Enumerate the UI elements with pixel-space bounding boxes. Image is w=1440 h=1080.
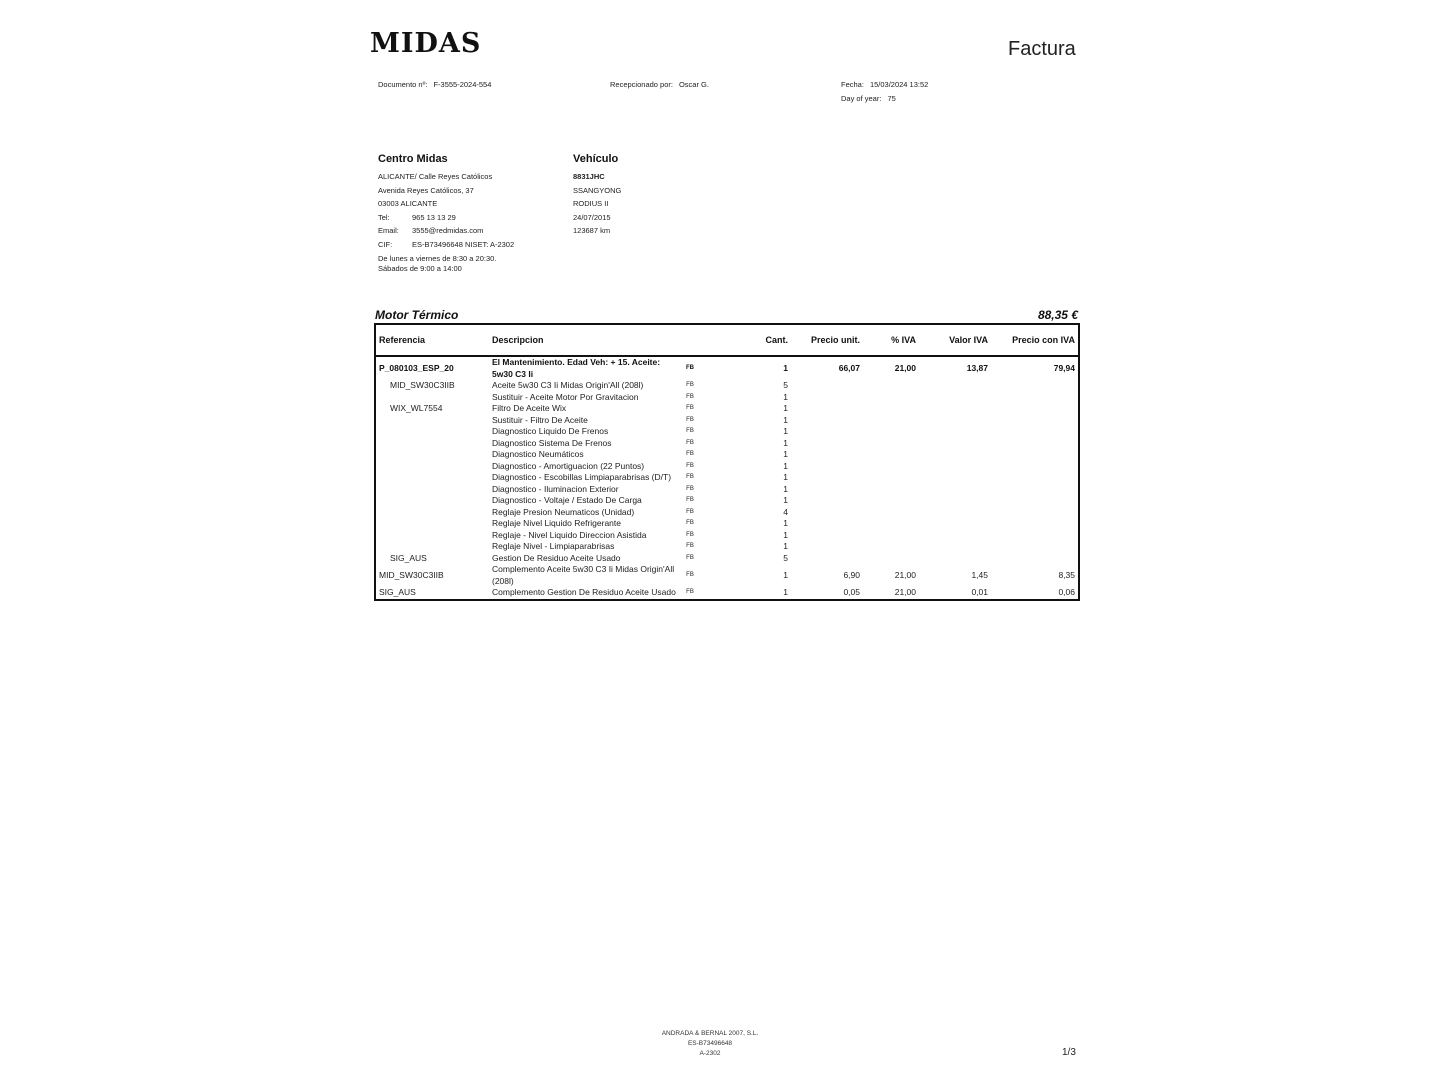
- header-iva-pct: % IVA: [863, 325, 919, 356]
- documento-value: F-3555-2024-554: [433, 80, 492, 89]
- cell-iva-pct: [863, 461, 919, 473]
- table-row: [376, 564, 1078, 587]
- cell-precio-con-iva: [991, 507, 1078, 519]
- cell-valor-iva: [919, 507, 991, 519]
- table-row: [376, 507, 1078, 519]
- cell-tag: FB: [686, 393, 694, 400]
- table-row: [376, 392, 1078, 404]
- table-row: [376, 380, 1078, 392]
- cell-precio-unit: [791, 449, 863, 461]
- table-row: [376, 518, 1078, 530]
- fecha-label: Fecha:: [841, 80, 864, 89]
- tel-label: Tel:: [378, 212, 390, 222]
- cell-tag: FB: [686, 571, 694, 578]
- centro-tel: [378, 213, 558, 227]
- cell-iva-pct: 21,00: [894, 362, 916, 373]
- table-row: [376, 461, 1078, 473]
- cell-referencia: [376, 392, 489, 404]
- centro-address-3: 03003 ALICANTE: [378, 199, 438, 209]
- table-row: [376, 356, 1078, 380]
- cell-cantidad: 1: [783, 391, 788, 402]
- document-title: Factura: [1008, 38, 1076, 60]
- cell-precio-con-iva: 0,06: [1058, 587, 1075, 597]
- header-referencia: Referencia: [376, 325, 489, 356]
- cell-valor-iva: [919, 495, 991, 507]
- cell-valor-iva: 13,87: [966, 362, 988, 373]
- cell-valor-iva: [919, 541, 991, 553]
- cell-descripcion: Diagnostico - Iluminacion Exterior: [492, 483, 619, 494]
- cell-valor-iva: 0,01: [971, 587, 988, 597]
- cell-iva-pct: [863, 415, 919, 427]
- section-title: Motor Térmico: [375, 308, 459, 322]
- table-row: [376, 553, 1078, 565]
- cell-iva-pct: [863, 553, 919, 565]
- cell-precio-con-iva: 79,94: [1053, 362, 1075, 373]
- cell-precio-unit: [791, 484, 863, 496]
- table-row: [376, 530, 1078, 542]
- cell-descripcion: Sustituir - Filtro De Aceite: [492, 414, 588, 425]
- cell-cantidad: 1: [783, 569, 788, 580]
- cell-tag: FB: [686, 439, 694, 446]
- footer-cif: ES-B73496648: [687, 1040, 733, 1047]
- recepcionado-value: Oscar G.: [678, 80, 709, 89]
- cell-descripcion: Complemento Aceite 5w30 C3 Ii Midas Origin'All (208l): [492, 564, 675, 586]
- cell-iva-pct: [863, 380, 919, 392]
- cell-valor-iva: [919, 553, 991, 565]
- recepcionado-por: [610, 80, 709, 89]
- cell-descripcion: Reglaje - Nivel Liquido Direccion Asistida: [492, 529, 647, 540]
- vehiculo-date: 24/07/2015: [573, 212, 611, 222]
- cell-tag: FB: [686, 382, 694, 388]
- cell-tag: FB: [686, 462, 694, 469]
- cell-precio-unit: [791, 518, 863, 530]
- items-table: [374, 323, 1080, 601]
- cell-precio-con-iva: [991, 392, 1078, 404]
- cell-referencia: [376, 541, 489, 553]
- cell-tag: FB: [686, 485, 694, 492]
- cell-referencia: [376, 449, 489, 461]
- fecha: [841, 80, 928, 89]
- cell-precio-con-iva: [991, 461, 1078, 473]
- centro-address-2: Avenida Reyes Católicos, 37: [378, 185, 474, 195]
- cell-descripcion: Gestion De Residuo Aceite Usado: [492, 552, 621, 563]
- cell-precio-con-iva: [991, 518, 1078, 530]
- email-label: Email:: [378, 226, 399, 236]
- cell-precio-unit: [791, 553, 863, 565]
- header-valor-iva: Valor IVA: [919, 325, 991, 356]
- cell-referencia: [376, 484, 489, 496]
- cif-label: CIF:: [378, 239, 393, 249]
- cell-precio-con-iva: [991, 495, 1078, 507]
- vehiculo-km: 123687 km: [573, 226, 611, 236]
- cell-valor-iva: [919, 461, 991, 473]
- cell-valor-iva: [919, 484, 991, 496]
- table-row: [376, 426, 1078, 438]
- cell-descripcion: Reglaje Presion Neumaticos (Unidad): [492, 506, 635, 517]
- cif-value: ES-B73496648 NISET: A-2302: [412, 239, 515, 249]
- cell-precio-con-iva: [991, 530, 1078, 542]
- cell-precio-unit: [791, 403, 863, 415]
- cell-descripcion: Complemento Gestion De Residuo Aceite Usado: [492, 587, 676, 597]
- day-of-year: [841, 94, 896, 103]
- cell-precio-unit: [791, 495, 863, 507]
- cell-tag: FB: [686, 543, 694, 549]
- cell-referencia: [376, 415, 489, 427]
- cell-cantidad: 1: [783, 437, 788, 448]
- cell-precio-unit: [791, 438, 863, 450]
- cell-valor-iva: [919, 426, 991, 438]
- cell-cantidad: 5: [783, 552, 788, 563]
- cell-precio-con-iva: [991, 472, 1078, 484]
- header-cantidad: Cant.: [701, 325, 791, 356]
- cell-descripcion: Aceite 5w30 C3 Ii Midas Origin'All (208l): [492, 380, 644, 390]
- cell-valor-iva: [919, 518, 991, 530]
- table-row: [376, 438, 1078, 450]
- cell-precio-unit: [791, 541, 863, 553]
- table-row: [376, 541, 1078, 553]
- cell-tag: FB: [686, 531, 694, 538]
- cell-tag: FB: [686, 589, 694, 595]
- centro-hours-1: De lunes a viernes de 8:30 a 20:30.: [378, 253, 497, 263]
- cell-precio-con-iva: [991, 449, 1078, 461]
- vehiculo-plate: 8831JHC: [573, 172, 605, 181]
- centro-cif: [378, 240, 558, 254]
- centro-block: [378, 153, 558, 275]
- cell-cantidad: 1: [783, 529, 788, 540]
- cell-tag: FB: [686, 451, 694, 457]
- cell-descripcion: Diagnostico - Escobillas Limpiaparabrisas (D/T): [492, 472, 672, 482]
- cell-tag: FB: [686, 520, 694, 526]
- cell-valor-iva: [919, 403, 991, 415]
- cell-cantidad: 5: [783, 380, 788, 390]
- cell-precio-unit: [791, 472, 863, 484]
- cell-precio-unit: 0,05: [843, 587, 860, 597]
- footer-niset: A-2302: [699, 1050, 721, 1057]
- cell-tag: FB: [686, 428, 694, 434]
- cell-precio-unit: [791, 507, 863, 519]
- cell-valor-iva: [919, 380, 991, 392]
- cell-descripcion: Diagnostico Neumáticos: [492, 449, 584, 459]
- cell-referencia: SIG_AUS: [379, 587, 416, 597]
- cell-tag: FB: [686, 554, 694, 561]
- cell-cantidad: 1: [783, 414, 788, 425]
- centro-address-1: ALICANTE/ Calle Reyes Católicos: [378, 172, 493, 181]
- cell-tag: FB: [686, 364, 694, 371]
- centro-hours-2: Sábados de 9:00 a 14:00: [378, 264, 462, 274]
- cell-precio-unit: 6,90: [843, 569, 860, 580]
- header-precio-con-iva: Precio con IVA: [991, 325, 1078, 356]
- cell-descripcion: Reglaje Nivel Liquido Refrigerante: [492, 518, 621, 528]
- cell-precio-con-iva: [991, 484, 1078, 496]
- cell-cantidad: 1: [783, 483, 788, 494]
- cell-referencia: [376, 426, 489, 438]
- page-number: 1/3: [1062, 1047, 1076, 1058]
- cell-referencia: MID_SW30C3IIB: [390, 380, 455, 390]
- cell-referencia: [376, 530, 489, 542]
- cell-precio-unit: [791, 461, 863, 473]
- cell-descripcion: Diagnostico Liquido De Frenos: [492, 426, 609, 436]
- cell-valor-iva: [919, 392, 991, 404]
- cell-cantidad: 1: [783, 403, 788, 413]
- cell-cantidad: 1: [783, 426, 788, 436]
- table-row: [376, 495, 1078, 507]
- header-tag: [679, 325, 701, 356]
- vehiculo-brand: SSANGYONG: [573, 185, 622, 195]
- cell-valor-iva: [919, 472, 991, 484]
- cell-valor-iva: [919, 449, 991, 461]
- midas-logo: MIDAS: [370, 28, 482, 59]
- cell-iva-pct: [863, 438, 919, 450]
- cell-descripcion: El Mantenimiento. Edad Veh: + 15. Aceite: 5w30 C3 Ii: [492, 357, 661, 379]
- vehiculo-block: [573, 153, 693, 240]
- footer: [600, 1029, 820, 1059]
- cell-descripcion: Diagnostico Sistema De Frenos: [492, 437, 612, 448]
- table-row: [376, 403, 1078, 415]
- cell-iva-pct: 21,00: [894, 587, 916, 597]
- table-row: [376, 449, 1078, 461]
- table-row: [376, 415, 1078, 427]
- cell-referencia: [376, 518, 489, 530]
- cell-cantidad: 1: [783, 460, 788, 471]
- cell-precio-con-iva: [991, 415, 1078, 427]
- cell-precio-unit: [791, 415, 863, 427]
- cell-precio-unit: [791, 426, 863, 438]
- table-row: [376, 484, 1078, 496]
- cell-referencia: SIG_AUS: [390, 552, 427, 563]
- cell-iva-pct: [863, 518, 919, 530]
- cell-cantidad: 1: [783, 541, 788, 551]
- cell-precio-con-iva: [991, 426, 1078, 438]
- table-row: [376, 587, 1078, 599]
- cell-referencia: MID_SW30C3IIB: [379, 569, 444, 580]
- recepcionado-label: Recepcionado por:: [610, 80, 673, 89]
- cell-precio-unit: [791, 380, 863, 392]
- cell-referencia: [376, 472, 489, 484]
- cell-precio-con-iva: [991, 380, 1078, 392]
- cell-descripcion: Diagnostico - Voltaje / Estado De Carga: [492, 495, 642, 505]
- cell-valor-iva: [919, 438, 991, 450]
- cell-precio-unit: [791, 530, 863, 542]
- cell-valor-iva: [919, 415, 991, 427]
- cell-iva-pct: [863, 472, 919, 484]
- cell-iva-pct: [863, 426, 919, 438]
- cell-iva-pct: [863, 403, 919, 415]
- cell-tag: FB: [686, 416, 694, 423]
- cell-cantidad: 1: [783, 587, 788, 597]
- cell-iva-pct: [863, 507, 919, 519]
- tel-value: 965 13 13 29: [412, 212, 456, 222]
- cell-descripcion: Filtro De Aceite Wix: [492, 403, 567, 413]
- cell-iva-pct: [863, 530, 919, 542]
- cell-precio-unit: 66,07: [838, 362, 860, 373]
- cell-descripcion: Reglaje Nivel - Limpiaparabrisas: [492, 541, 615, 551]
- cell-cantidad: 4: [783, 506, 788, 517]
- cell-iva-pct: [863, 541, 919, 553]
- cell-precio-con-iva: [991, 438, 1078, 450]
- cell-referencia: WIX_WL7554: [390, 403, 443, 413]
- cell-valor-iva: [919, 530, 991, 542]
- cell-precio-con-iva: 8,35: [1058, 569, 1075, 580]
- cell-referencia: [376, 507, 489, 519]
- cell-iva-pct: [863, 495, 919, 507]
- centro-title: Centro Midas: [378, 153, 448, 165]
- cell-cantidad: 1: [783, 472, 788, 482]
- header-precio-unit: Precio unit.: [791, 325, 863, 356]
- cell-referencia: [376, 495, 489, 507]
- footer-company: ANDRADA & BERNAL 2007, S.L.: [661, 1030, 759, 1037]
- day-of-year-label: Day of year:: [841, 94, 882, 103]
- cell-tag: FB: [686, 497, 694, 503]
- cell-cantidad: 1: [783, 362, 788, 373]
- table-row: [376, 472, 1078, 484]
- documento-number: [378, 80, 491, 89]
- table-header-row: [376, 325, 1078, 356]
- cell-iva-pct: [863, 449, 919, 461]
- vehiculo-model: RODIUS II: [573, 199, 609, 209]
- header-descripcion: Descripcion: [489, 325, 679, 356]
- cell-iva-pct: [863, 484, 919, 496]
- cell-tag: FB: [686, 405, 694, 411]
- fecha-value: 15/03/2024 13:52: [869, 80, 929, 89]
- cell-precio-con-iva: [991, 541, 1078, 553]
- cell-precio-con-iva: [991, 553, 1078, 565]
- cell-referencia: [376, 438, 489, 450]
- cell-tag: FB: [686, 474, 694, 480]
- cell-iva-pct: 21,00: [894, 569, 916, 580]
- cell-cantidad: 1: [783, 518, 788, 528]
- day-of-year-value: 75: [887, 94, 896, 103]
- cell-cantidad: 1: [783, 449, 788, 459]
- cell-descripcion: Diagnostico - Amortiguacion (22 Puntos): [492, 460, 645, 471]
- cell-referencia: P_080103_ESP_20: [379, 362, 454, 373]
- section-total: 88,35 €: [1037, 308, 1078, 322]
- cell-valor-iva: 1,45: [971, 569, 988, 580]
- cell-tag: FB: [686, 508, 694, 515]
- cell-iva-pct: [863, 392, 919, 404]
- cell-descripcion: Sustituir - Aceite Motor Por Gravitacion: [492, 391, 639, 402]
- cell-precio-unit: [791, 392, 863, 404]
- cell-cantidad: 1: [783, 495, 788, 505]
- email-value: 3555@redmidas.com: [412, 226, 484, 236]
- centro-email: [378, 226, 558, 240]
- documento-label: Documento nº:: [378, 80, 428, 89]
- cell-referencia: [376, 461, 489, 473]
- vehiculo-title: Vehículo: [573, 153, 619, 165]
- cell-precio-con-iva: [991, 403, 1078, 415]
